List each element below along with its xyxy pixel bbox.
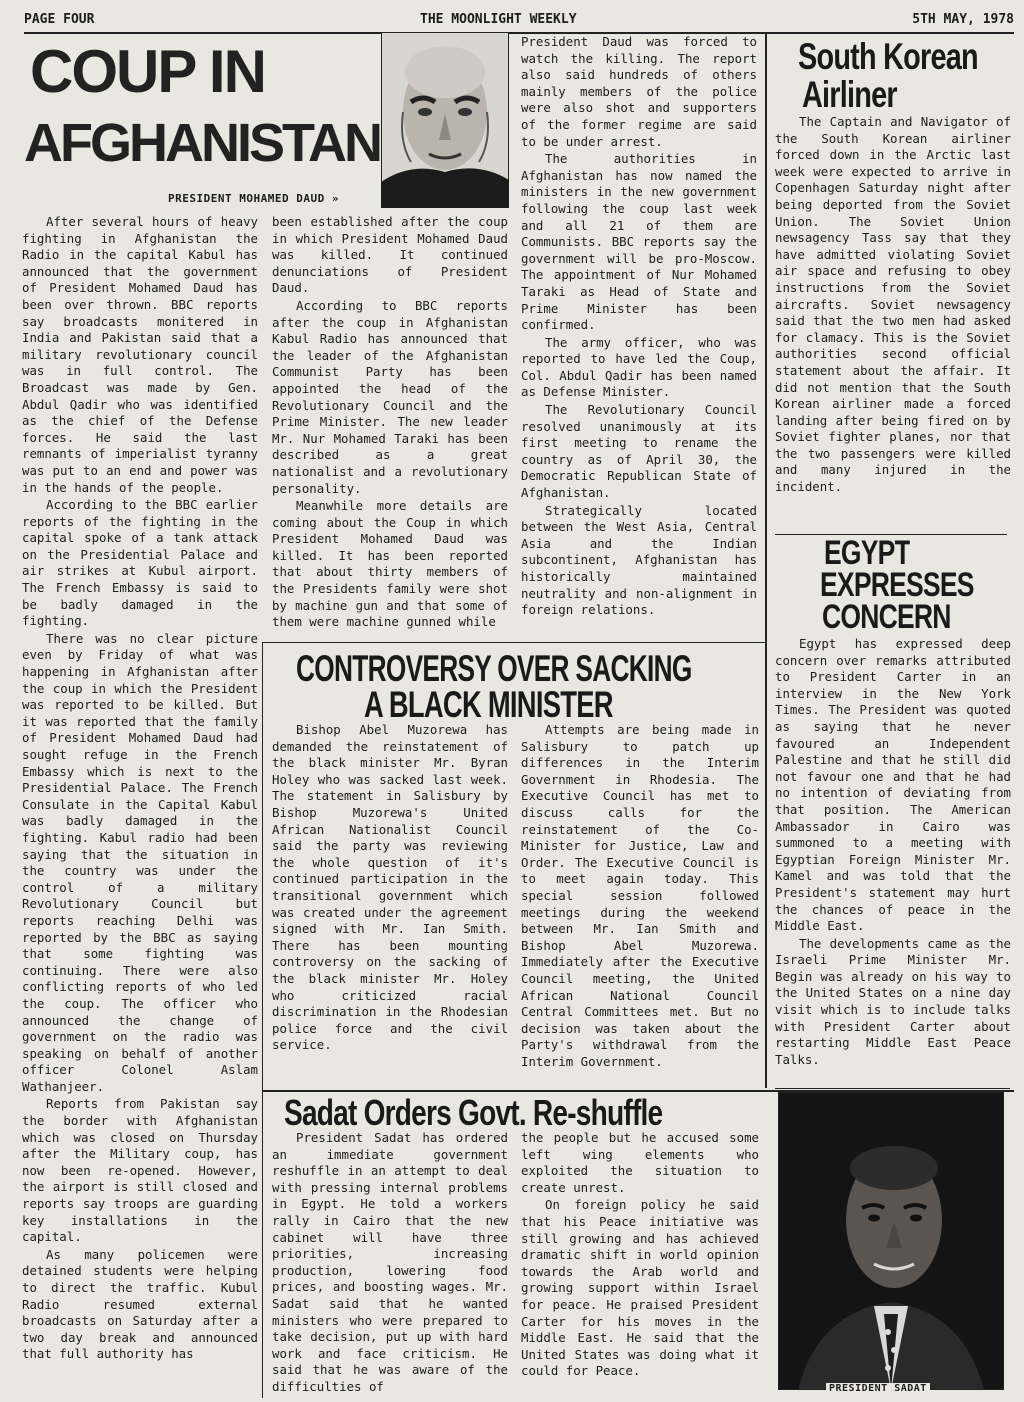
coup-column-3: [521, 34, 757, 638]
korea-headline-line1: South Korean: [798, 36, 978, 77]
masthead: [24, 10, 1014, 34]
coup-column-1: [22, 214, 258, 1400]
sacking-column-1: [272, 722, 508, 1086]
sacking-column-2: [521, 722, 759, 1086]
paragraph: Strategically located between the West Asia, Central Asia and the Indian subcontinent, Afghanistan has historically maintained neutrality and non-alignment in foreign relations.: [521, 502, 757, 618]
section-rule: [262, 1092, 263, 1398]
egypt-headline-line1: EGYPT: [824, 534, 910, 572]
paragraph: As many policemen were detained students were helping to direct the traffic. Kubul Radio resumed external broadcasts on Saturday after a two day break and announced that full authority has: [22, 1246, 258, 1362]
sadat-column-2: [521, 1130, 759, 1400]
egypt-headline-line2: EXPRESSES: [820, 566, 974, 604]
sadat-headline: Sadat Orders Govt. Re-shuffle: [284, 1092, 663, 1133]
paragraph: Reports from Pakistan say the border with Afghanistan which was closed on Thursday after the Military coup, has now been re-opened. However, the airport is still closed and reports say troops are guarding key installations in the capital.: [22, 1096, 258, 1245]
korea-headline-line2: Airliner: [802, 74, 897, 115]
paragraph: President Daud was forced to watch the killing. The report also said hundreds of others mainly members of the police were also shot and supporters of the former regime are said to be under arrest.: [521, 34, 757, 149]
paragraph: According to the BBC earlier reports of the fighting in the capital spoke of a tank attack on the Presidential Palace and air strikes at Kubul airport. The French Embassy is said to be badly damaged in the fighting.: [22, 497, 258, 629]
paragraph: The developments came as the Israeli Prime Minister Mr. Begin was already on his way to the United States on a nine day visit which is to include talks with President Carter about restarting Middle East Peace Talks.: [775, 935, 1011, 1067]
paragraph: According to BBC reports after the coup in Afghanistan Kabul Radio has announced that the leader of the Afghanistan Communist Party has been appointed the head of the Revolutionary Council and the Prime Minister. The new leader Mr. Nur Mohamed Taraki has been described as a great nationalist and a revolutionary personality.: [272, 297, 508, 496]
section-rule: [775, 1088, 1010, 1089]
paragraph: President Sadat has ordered an immediate government reshuffle in an attempt to deal with pressing internal problems in Egypt. He told a workers rally in Cairo that the new cabinet will have three priorities, increasing production, lowering food prices, and boosting wages. Mr. Sadat said that he wanted ministers who were prepared to take decision, put up with hard work and face criticism. He said that he was aware of the difficulties of: [272, 1130, 508, 1394]
column-rule: [765, 34, 767, 1088]
paragraph: The Captain and Navigator of the South Korean airliner forced down in the Arctic last week were expected to arrive in Copenhagen Saturday night after being deported from the Soviet Union. The Soviet Union newsagency Tass say that they have admitted violating Soviet air space and refusing to obey instructions from the Soviet aircrafts. Soviet newsagency said that the two men had asked for clamacy. This is the Soviet authorities second official statement about the affair. It did not mention that the South Korean airliner made a forced landing after being fired on by Soviet fighter planes, nor that the two passengers were killed and many injured in the incident.: [775, 114, 1011, 495]
caption-arrow-icon: »: [324, 192, 339, 205]
paragraph: On foreign policy he said that his Peace initiative was still growing and has achieved dramatic shift in world opinion towards the Arab world and growing support within Israel for peace. He praised President Carter for his moves in the Middle East. He said that the United States was doing what it could for Peace.: [521, 1197, 759, 1379]
president-sadat-photo: [778, 1092, 1004, 1390]
section-rule: [262, 642, 263, 1090]
coup-column-2: [272, 214, 508, 640]
paragraph: been established after the coup in which President Mohamed Daud was killed. It continued denunciations of President Daud.: [272, 214, 508, 296]
section-rule: [262, 642, 765, 643]
paragraph: Meanwhile more details are coming about the Coup in which President Mohamed Daud was killed. It has been reported that about thirty members of the Presidents family were shot by machine gun and that some of them were machine gunned while: [272, 498, 508, 630]
sadat-photo-caption: PRESIDENT SADAT: [826, 1383, 930, 1394]
daud-photo-caption: [168, 192, 388, 205]
page-number: PAGE FOUR: [24, 12, 95, 27]
sadat-column-1: [272, 1130, 508, 1400]
paragraph: The Revolutionary Council resolved unanimously at its first meeting to rename the country as of April 30, the Democratic Republican State of Afghanistan.: [521, 402, 757, 501]
korea-article-body: [775, 114, 1011, 532]
paragraph: Attempts are being made in Salisbury to patch up differences in the Interim Government in Rhodesia. The Executive Council has met to discuss calls for the reinstatement of the Co-Minister for Justice, Law and Order. The Executive Council is to meet again today. This special session followed meetings during the weekend between Mr. Ian Smith and Bishop Abel Muzorewa. Immediately after the Executive Council meeting, the United African National Council Central Committees met. But no decision was taken about the Party's withdrawal from the Interim Government.: [521, 722, 759, 1069]
paragraph: the people but he accused some left wing elements who exploited the situation to create unrest.: [521, 1130, 759, 1195]
president-daud-photo: [381, 32, 509, 208]
egypt-headline-line3: CONCERN: [822, 598, 951, 636]
paragraph: Bishop Abel Muzorewa has demanded the reinstatement of the black minister Mr. Byran Holey who was sacked last week. The statement in Salisbury by Bishop Muzorewa's United African Nationalist Council said the party was reviewing the whole question of it's continued participation in the transitional government which was created under the agreement signed with Mr. Ian Smith. There has been mounting controversy on the sacking of the black minister Mr. Holey who criticized racial discrimination in the Rhodesian police force and the civil service.: [272, 722, 508, 1053]
paragraph: After several hours of heavy fighting in Afghanistan the Radio in the capital Kabul has announced that the government of President Mohamed Daud has been over thrown. BBC reports say broadcasts monitered in India and Pakistan said that a military revolutionary council was in full control. The Broadcast was made by Gen. Abdul Qadir who was identified as the chief of the Defense forces. He said the last remnants of imperialist tyranny was put to an end and power was in the hands of the people.: [22, 214, 258, 495]
issue-date: 5TH MAY, 1978: [912, 12, 1014, 27]
daud-caption-text: PRESIDENT MOHAMED DAUD: [168, 192, 325, 205]
sacking-headline-line2: A BLACK MINISTER: [364, 684, 613, 725]
paper-title: THE MOONLIGHT WEEKLY: [420, 12, 577, 27]
paragraph: Egypt has expressed deep concern over remarks attributed to President Carter in an interview in the New York Times. The President was quoted as saying that he never favoured an Independent Palestine and that he still did not favour one and that he had no intention of deviating from that position. The American Ambassador in Cairo was summoned to a meeting with Egyptian Foreign Minister Mr. Kamel and was told that the President's statement may hurt the chances of peace in the Middle East.: [775, 636, 1011, 934]
egypt-article-body: [775, 636, 1011, 1086]
sacking-headline-line1: CONTROVERSY OVER SACKING: [296, 648, 692, 689]
coup-headline-line1: COUP IN: [30, 42, 265, 102]
paragraph: The army officer, who was reported to have led the Coup, Col. Abdul Qadir has been named as Defense Minister.: [521, 334, 757, 400]
coup-headline-line2: AFGHANISTAN: [24, 116, 380, 170]
paragraph: There was no clear picture even by Friday of what was happening in Afghanistan after the coup in which the President was reported to be killed. But it was reported that the family of President Mohamed Daud had sought refuge in the French Embassy which is next to the Presidential Palace. The French Consulate in the Capital Kabul was badly damaged in the fighting. Kabul radio had been saying that the situation in the country was under the control of a military Revolutionary Council but reports reaching Delhi was reported by the BBC as saying that some fighting was continuing. There were also conflicting reports of who led the coup. The officer who announced the change of government on the radio was speaking on behalf of another officer Colonel Aslam Wathanjeer.: [22, 630, 258, 1094]
paragraph: The authorities in Afghanistan has now named the ministers in the new government following the coup last week and all 21 of them are Communists. BBC reports say the government will be pro-Moscow. The appointment of Nur Mohamed Taraki as Head of State and Prime Minister has been confirmed.: [521, 151, 757, 333]
